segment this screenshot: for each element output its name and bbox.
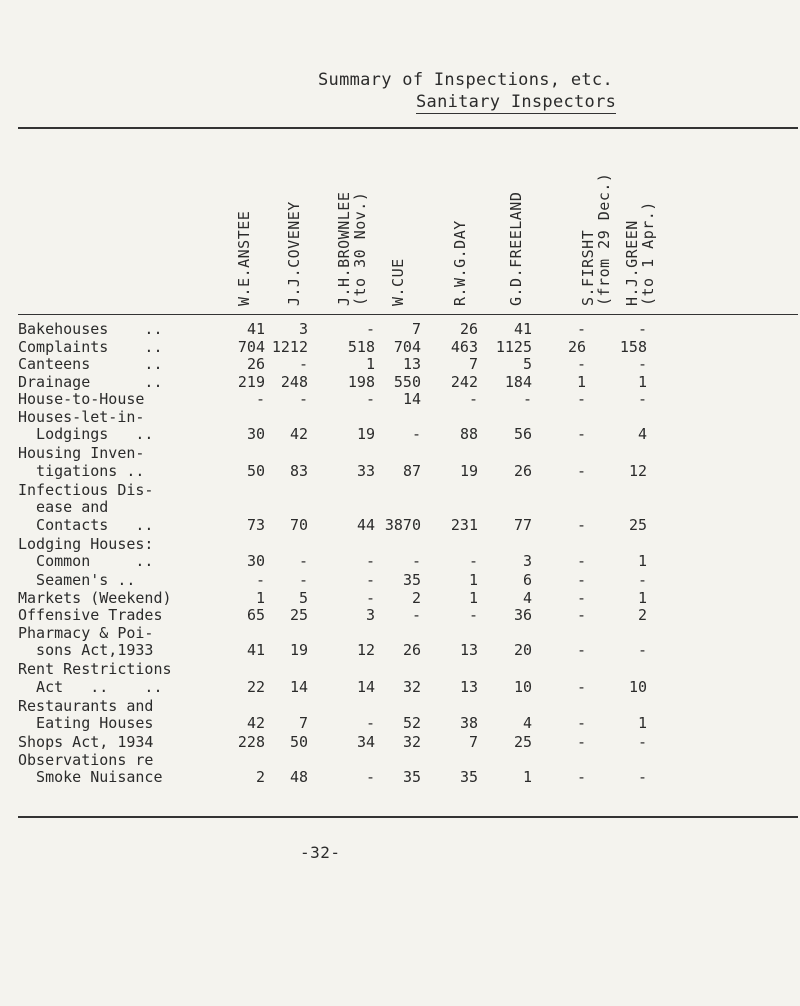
cell-value: - [411,552,421,570]
cell-value: 4 [637,425,647,443]
cell-value: - [576,320,586,338]
cell-value: 198 [347,372,375,391]
cell-value: 42 [246,714,265,732]
cell-value: 12 [356,641,375,659]
row-label: Observations re [18,750,154,769]
cell-value: 26 [513,461,532,480]
cell-value: 4 [522,588,532,607]
row-label: Offensive Trades [18,606,163,624]
row-label: Markets (Weekend) [18,588,172,607]
cell-value: - [576,390,586,408]
cell-value: 48 [289,768,308,786]
cell-value: 50 [246,461,265,480]
cell-value: - [576,768,586,786]
cell-value: 219 [237,372,265,391]
cell-value: 32 [402,677,421,696]
cell-value: 25 [513,733,532,751]
cell-value: 3 [522,552,532,570]
cell-value: 13 [459,641,478,659]
column-header: J.H.BROWNLEE (to 30 Nov.) [335,191,369,306]
cell-value: 1 [637,552,647,570]
row-label: Smoke Nuisance [18,768,163,786]
cell-value: 1 [255,588,265,607]
row-label: sons Act,1933 [18,641,154,659]
cell-value: 25 [289,606,308,624]
cell-value: - [576,552,586,570]
cell-value: - [411,425,421,443]
cell-value: 6 [522,571,532,589]
column-header: W.E.ANSTEE [235,210,253,306]
cell-value: 1 [576,372,586,391]
cell-value: - [576,355,586,373]
cell-value: - [576,515,586,534]
row-label: tigations .. [18,461,145,480]
cell-value: - [637,390,647,408]
row-label: Restaurants and [18,696,154,715]
cell-value: 704 [393,337,421,356]
cell-value: 248 [280,372,308,391]
column-header: H.J.GREEN (to 1 Apr.) [623,201,657,306]
cell-value: 12 [628,461,647,480]
cell-value: - [365,320,375,338]
cell-value: - [576,714,586,732]
table-row [18,660,798,695]
cell-value: - [637,641,647,659]
cell-value: 19 [459,461,478,480]
cell-value: - [576,677,586,696]
cell-value: 44 [356,515,375,534]
row-label: House-to-House [18,390,145,408]
cell-value: 5 [522,355,532,373]
cell-value: 52 [402,714,421,732]
cell-value: - [637,355,647,373]
cell-value: 65 [246,606,265,624]
row-label: Common .. [18,552,154,570]
cell-value: 70 [289,515,308,534]
row-label: Drainage .. [18,372,163,391]
cell-value: 41 [246,641,265,659]
subtitle: Sanitary Inspectors [416,92,617,112]
column-header: R.W.G.DAY [451,220,469,306]
row-label: Pharmacy & Poi- [18,623,154,642]
cell-value: - [468,606,478,624]
cell-value: 4 [522,714,532,732]
cell-value: 158 [619,337,647,356]
row-label: ease and [18,498,109,516]
cell-value: - [468,552,478,570]
cell-value: 42 [289,425,308,443]
cell-value: 50 [289,733,308,751]
cell-value: 5 [298,588,308,607]
cell-value: 1 [365,355,375,373]
cell-value: - [365,588,375,607]
header-rule [18,314,798,315]
cell-value: 1212 [271,337,308,356]
table-row [18,373,798,391]
top-rule [18,127,798,129]
cell-value: 2 [637,606,647,624]
title: Summary of Inspections, etc. [318,70,613,90]
table-row [18,481,798,534]
cell-value: - [298,571,308,589]
cell-value: 231 [450,515,478,534]
cell-value: - [637,733,647,751]
cell-value: 19 [289,641,308,659]
cell-value: - [365,714,375,732]
table-row [18,320,798,338]
row-label: Houses-let-in- [18,407,145,426]
cell-value: 242 [450,372,478,391]
cell-value: 2 [255,768,265,786]
row-label: Rent Restrictions [18,660,172,678]
row-label: Complaints .. [18,337,163,356]
table-row [18,751,798,786]
cell-value: 38 [459,714,478,732]
table-row [18,733,798,751]
column-header: W.CUE [389,258,407,306]
table-row [18,535,798,570]
cell-value: 14 [356,677,375,696]
cell-value: - [468,390,478,408]
cell-value: - [637,320,647,338]
cell-value: - [576,588,586,607]
cell-value: - [637,768,647,786]
table-row [18,697,798,732]
cell-value: - [255,390,265,408]
page-number: -32- [300,843,341,862]
cell-value: - [365,571,375,589]
cell-value: 1 [468,571,478,589]
row-label: Lodging Houses: [18,534,154,553]
table-row [18,624,798,659]
cell-value: 30 [246,552,265,570]
cell-value: 1125 [495,337,532,356]
cell-value: 83 [289,461,308,480]
cell-value: 13 [402,355,421,373]
cell-value: 1 [637,588,647,607]
cell-value: 20 [513,641,532,659]
cell-value: 35 [459,768,478,786]
cell-value: 35 [402,571,421,589]
cell-value: - [411,606,421,624]
cell-value: 33 [356,461,375,480]
row-label: Housing Inven- [18,444,145,462]
cell-value: 87 [402,461,421,480]
cell-value: 26 [246,355,265,373]
cell-value: - [298,355,308,373]
cell-value: 34 [356,733,375,751]
cell-value: - [365,768,375,786]
table-row [18,390,798,408]
cell-value: 41 [513,320,532,338]
cell-value: - [576,425,586,443]
cell-value: 14 [402,390,421,408]
cell-value: - [576,641,586,659]
cell-value: 22 [246,677,265,696]
cell-value: 3870 [384,515,421,534]
table-row [18,444,798,479]
cell-value: - [365,552,375,570]
cell-value: 3 [365,606,375,624]
cell-value: - [365,390,375,408]
cell-value: 228 [237,733,265,751]
cell-value: 13 [459,677,478,696]
cell-value: 518 [347,337,375,356]
cell-value: - [576,606,586,624]
row-label: Bakehouses .. [18,320,163,338]
cell-value: - [637,571,647,589]
cell-value: 77 [513,515,532,534]
cell-value: - [298,390,308,408]
cell-value: - [298,552,308,570]
cell-value: 32 [402,733,421,751]
cell-value: 7 [411,320,421,338]
row-label: Eating Houses [18,714,154,732]
cell-value: 1 [637,372,647,391]
cell-value: 7 [468,355,478,373]
table-row [18,589,798,607]
row-label: Seamen's .. [18,571,136,589]
cell-value: 73 [246,515,265,534]
cell-value: 704 [237,337,265,356]
row-label: Contacts .. [18,515,154,534]
cell-value: 7 [298,714,308,732]
row-label: Infectious Dis- [18,480,154,499]
cell-value: 463 [450,337,478,356]
cell-value: 88 [459,425,478,443]
cell-value: - [576,733,586,751]
cell-value: 36 [513,606,532,624]
column-header: S.FIRSHT (from 29 Dec.) [579,172,613,306]
bottom-rule [18,816,798,818]
cell-value: 35 [402,768,421,786]
column-header: J.J.COVENEY [285,201,303,306]
table-row [18,338,798,356]
table-row [18,355,798,373]
cell-value: 10 [513,677,532,696]
table-row [18,408,798,443]
cell-value: 14 [289,677,308,696]
cell-value: 1 [522,768,532,786]
cell-value: 26 [402,641,421,659]
cell-value: - [576,461,586,480]
cell-value: - [522,390,532,408]
row-label: Shops Act, 1934 [18,733,154,751]
cell-value: 7 [468,733,478,751]
cell-value: 30 [246,425,265,443]
cell-value: 1 [468,588,478,607]
column-header: G.D.FREELAND [507,191,525,306]
table-row [18,571,798,589]
cell-value: 26 [459,320,478,338]
row-label: Lodgings .. [18,425,154,443]
cell-value: 19 [356,425,375,443]
row-label: Act .. .. [18,677,163,696]
cell-value: 26 [567,337,586,356]
cell-value: - [255,571,265,589]
row-label: Canteens .. [18,355,163,373]
cell-value: 10 [628,677,647,696]
cell-value: 41 [246,320,265,338]
cell-value: 25 [628,515,647,534]
cell-value: 56 [513,425,532,443]
table-row [18,606,798,624]
cell-value: - [576,571,586,589]
cell-value: 184 [504,372,532,391]
cell-value: 2 [411,588,421,607]
cell-value: 550 [393,372,421,391]
cell-value: 1 [637,714,647,732]
cell-value: 3 [298,320,308,338]
